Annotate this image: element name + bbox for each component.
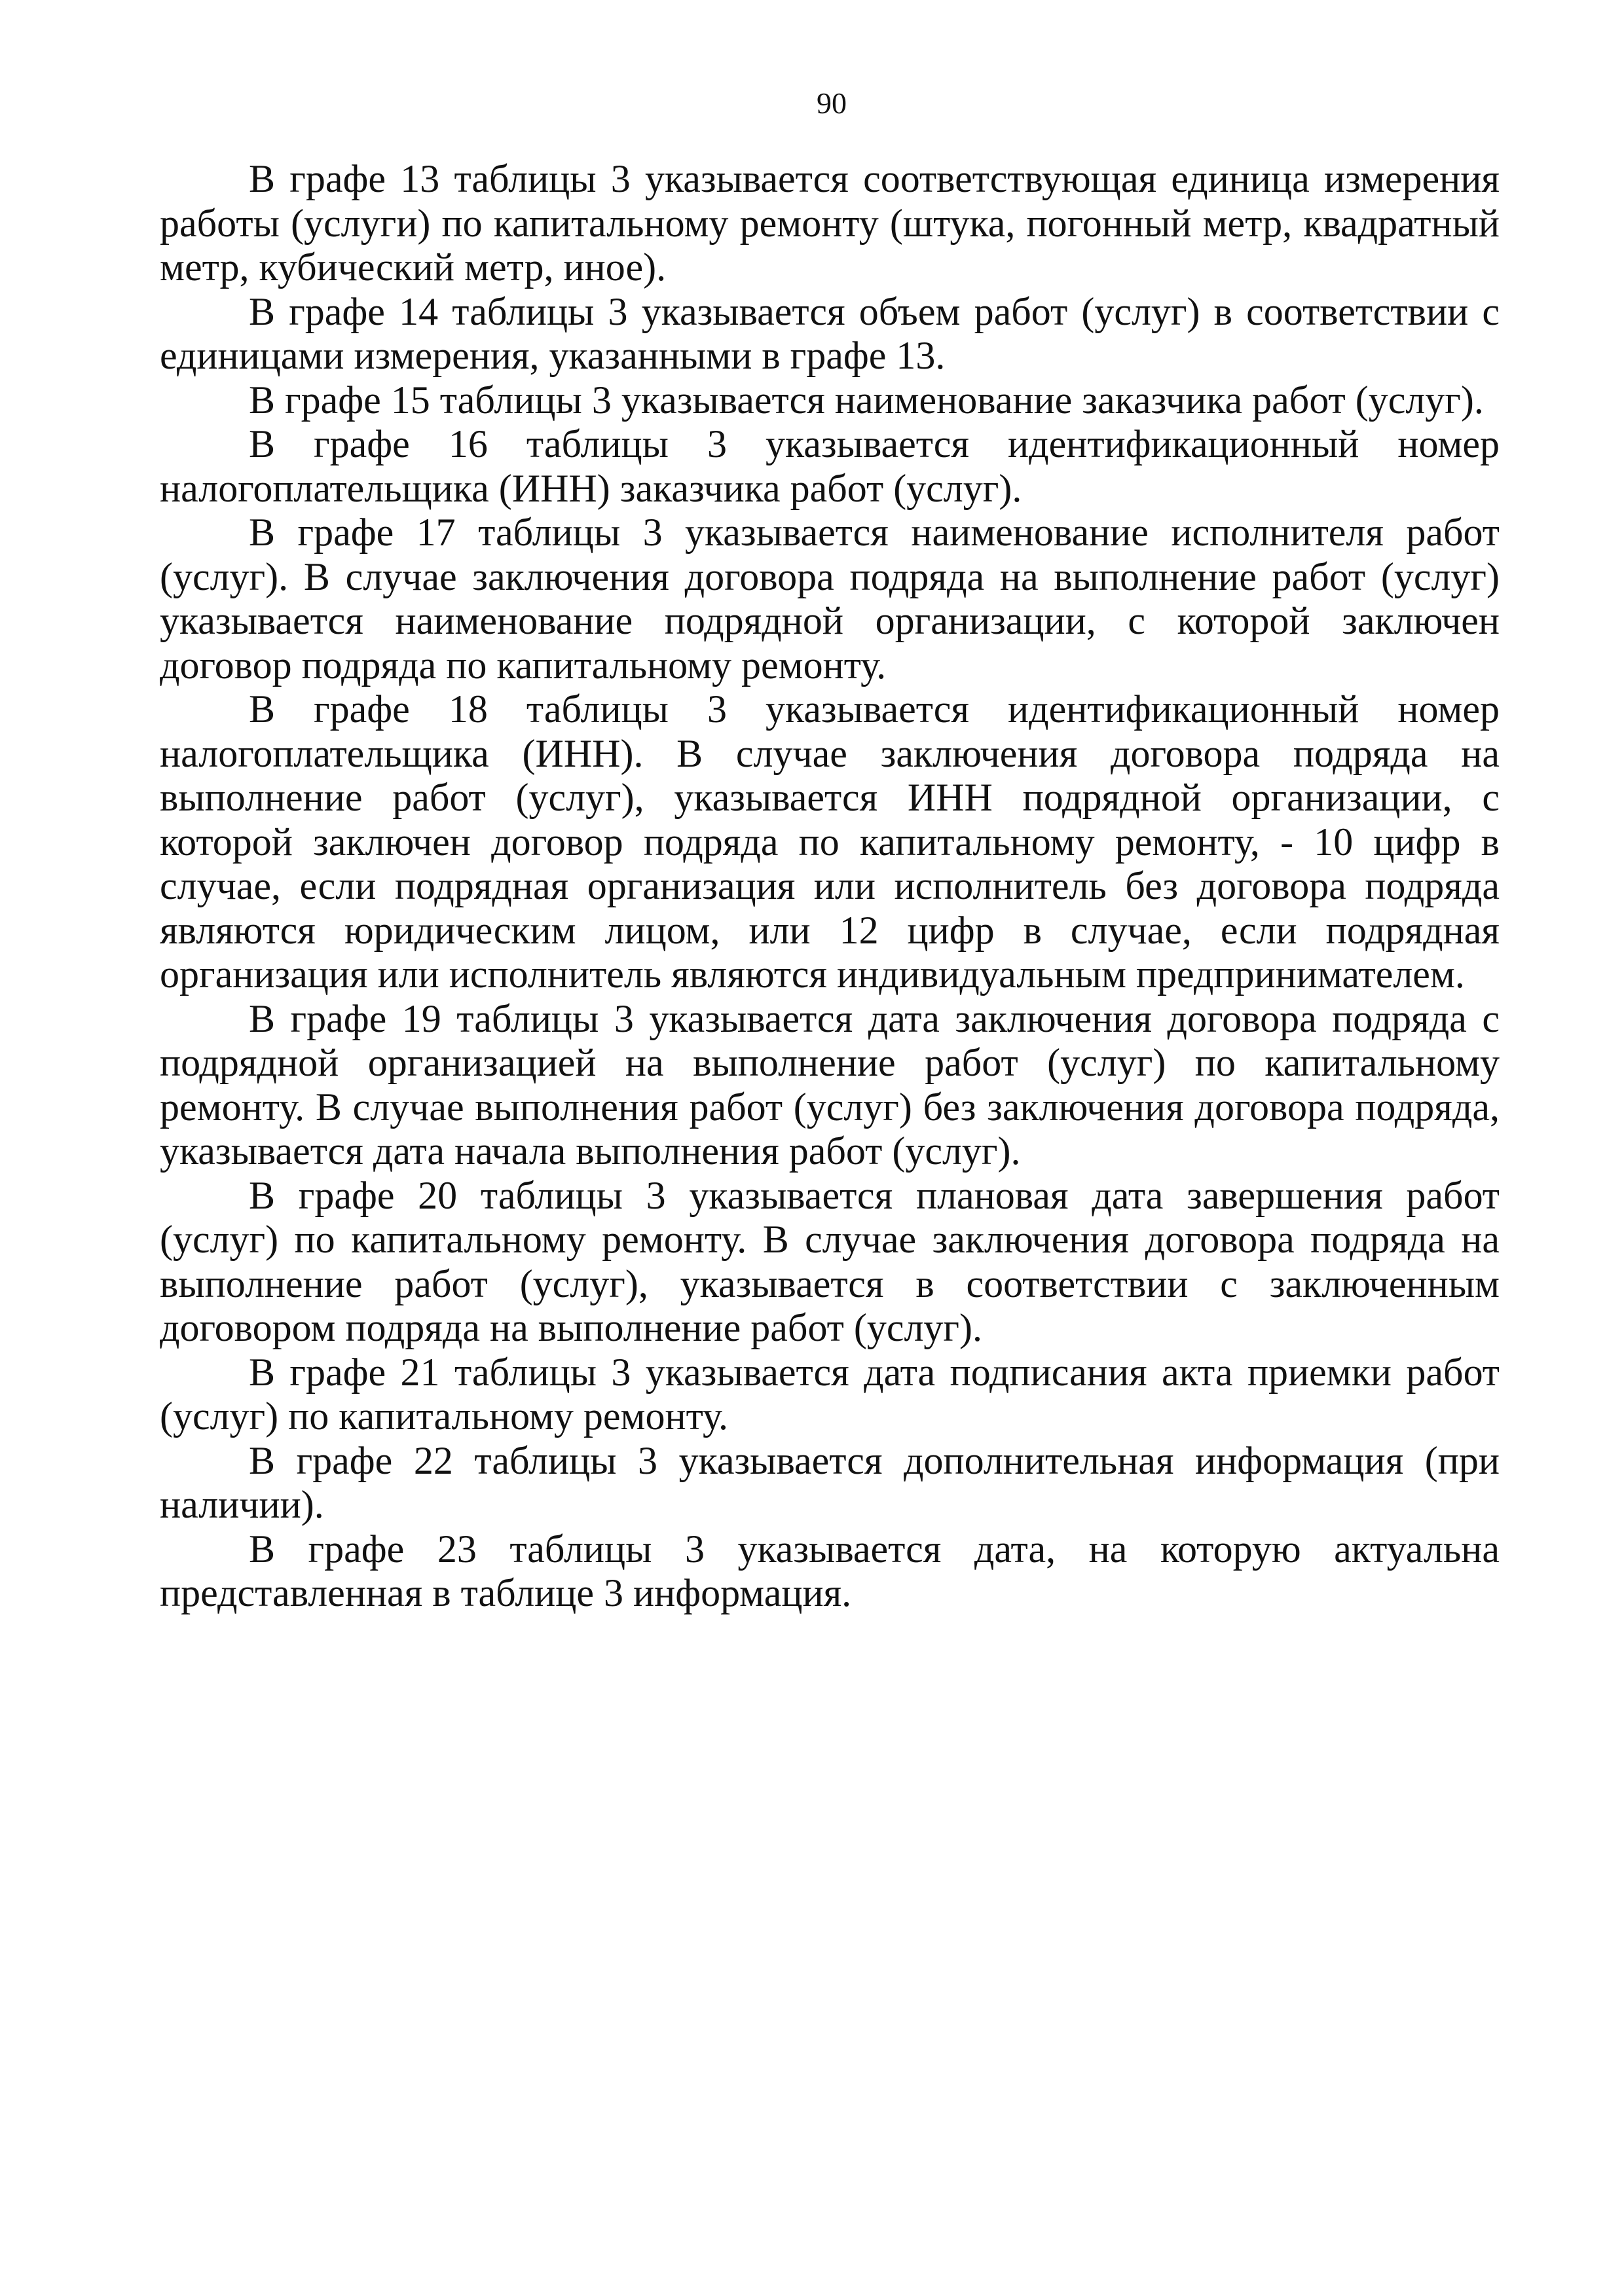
paragraph-column-18: В графе 18 таблицы 3 указывается идентификационный номер налогоплательщика (ИНН). В случае заключения договора подряда на выполнение работ (услуг), указывается ИНН подрядной организации, с которой заключен договор подряда по капитальному ремонту, - 10 цифр в случае, если подрядная организация или исполнитель без договора подряда являются юридическим лицом, или 12 цифр в случае, если подрядная организация или исполнитель являются индивидуальным предпринимателем. <box>160 687 1500 996</box>
paragraph-column-17: В графе 17 таблицы 3 указывается наименование исполнителя работ (услуг). В случае заключения договора подряда на выполнение работ (услуг) указывается наименование подрядной организации, с которой заключен договор подряда по капитальному ремонту. <box>160 511 1500 687</box>
page-number: 90 <box>817 86 847 120</box>
paragraph-column-15: В графе 15 таблицы 3 указывается наименование заказчика работ (услуг). <box>249 378 1484 422</box>
paragraph-column-13: В графе 13 таблицы 3 указывается соответствующая единица измерения работы (услуги) по капитальному ремонту (штука, погонный метр, квадратный метр, кубический метр, иное). <box>160 157 1500 289</box>
paragraph-column-21: В графе 21 таблицы 3 указывается дата подписания акта приемки работ (услуг) по капитальному ремонту. <box>160 1350 1500 1438</box>
paragraph-column-22: В графе 22 таблицы 3 указывается дополнительная информация (при наличии). <box>160 1438 1500 1526</box>
paragraph-column-19: В графе 19 таблицы 3 указывается дата заключения договора подряда с подрядной организацией на выполнение работ (услуг) по капитальному ремонту. В случае выполнения работ (услуг) без заключения договора подряда, указывается дата начала выполнения работ (услуг). <box>160 996 1500 1173</box>
paragraph-column-14: В графе 14 таблицы 3 указывается объем работ (услуг) в соответствии с единицами измерения, указанными в графе 13. <box>160 289 1500 377</box>
document-body <box>160 157 1500 1616</box>
paragraph-column-23: В графе 23 таблицы 3 указывается дата, на которую актуальна представленная в таблице 3 информация. <box>160 1527 1500 1614</box>
paragraph-column-20: В графе 20 таблицы 3 указывается плановая дата завершения работ (услуг) по капитальному ремонту. В случае заключения договора подряда на выполнение работ (услуг), указывается в соответствии с заключенным договором подряда на выполнение работ (услуг). <box>160 1173 1500 1349</box>
paragraph-column-16: В графе 16 таблицы 3 указывается идентификационный номер налогоплательщика (ИНН) заказчика работ (услуг). <box>160 422 1500 510</box>
